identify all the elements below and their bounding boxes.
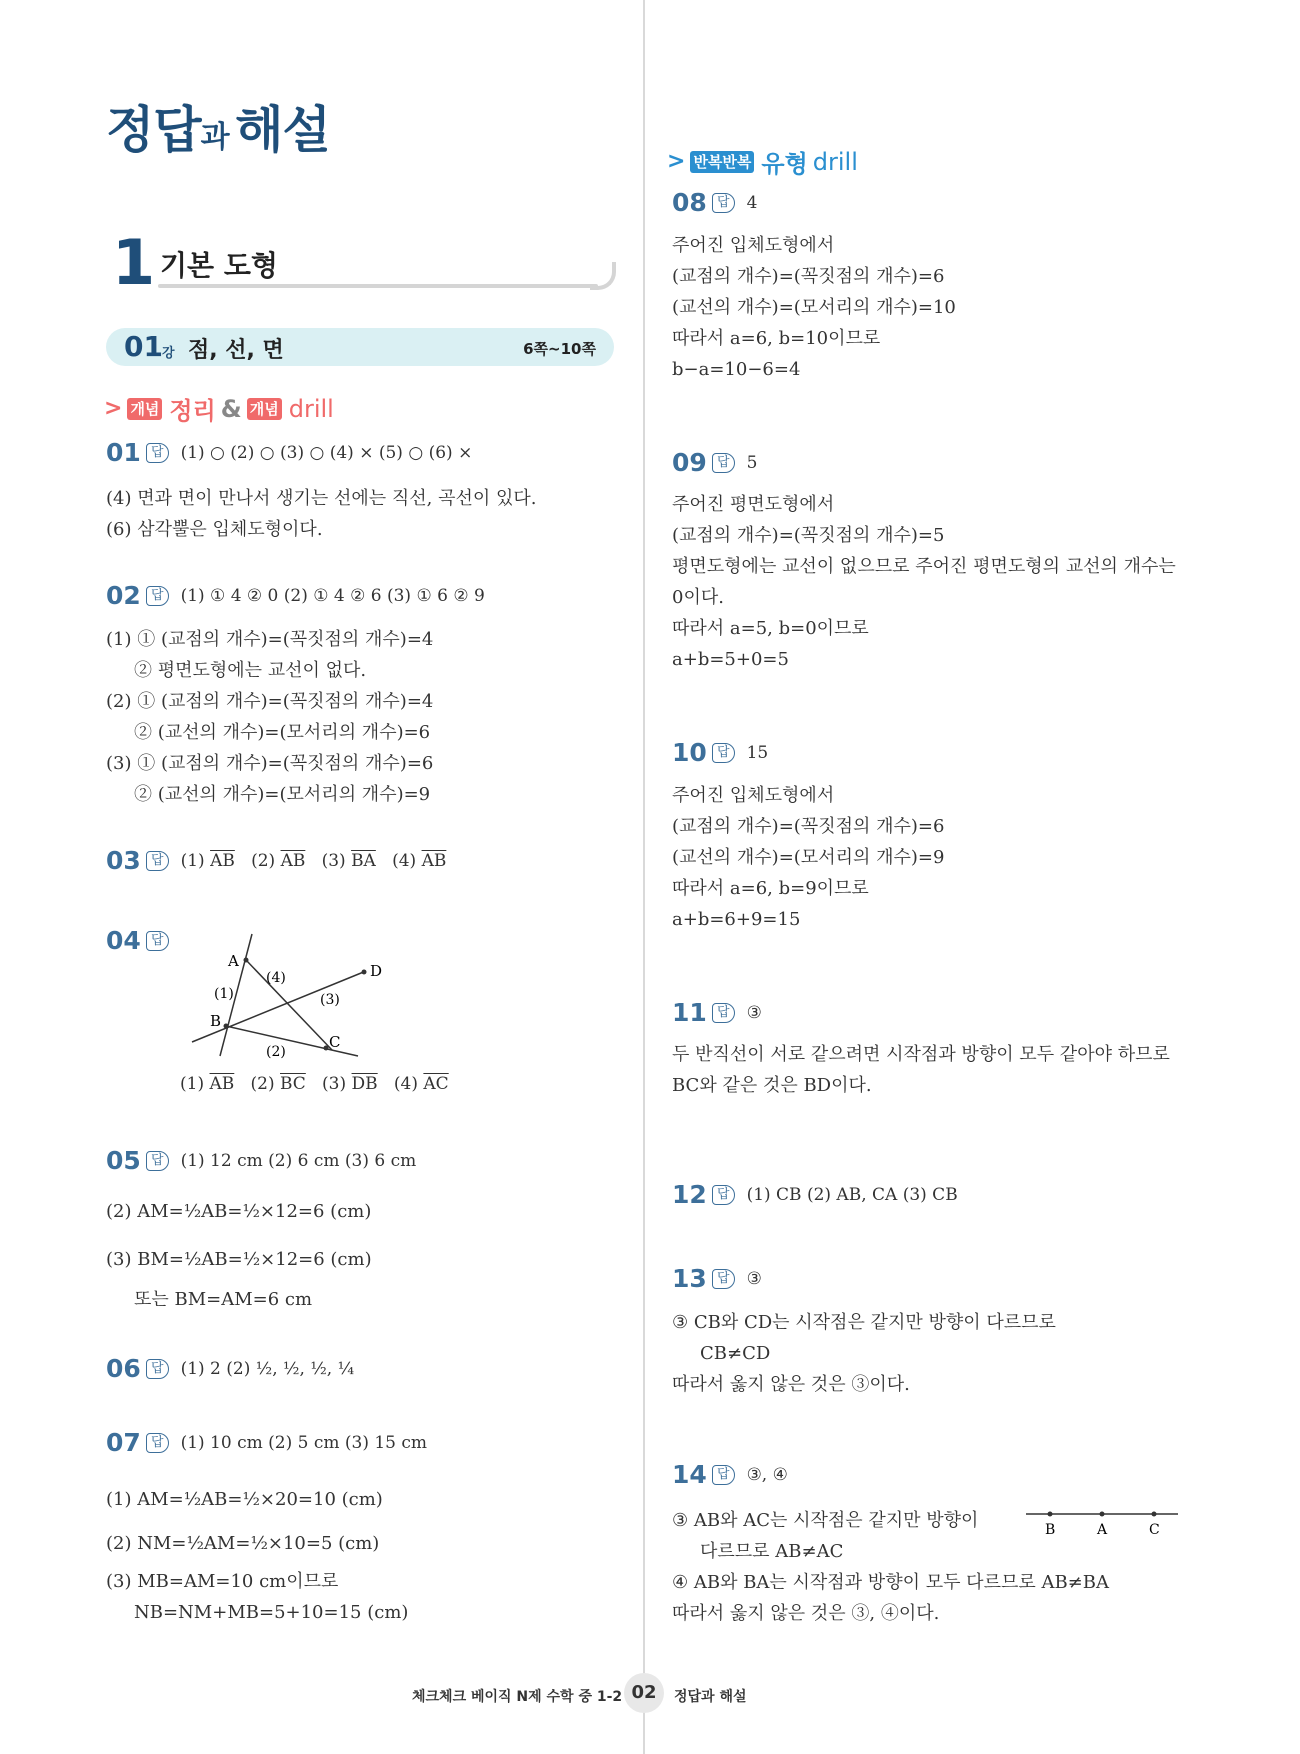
- answer-badge: 답: [146, 851, 169, 871]
- chapter-number: 1: [112, 226, 156, 299]
- line-figure-14: [1024, 1504, 1180, 1538]
- problem-10: [672, 738, 768, 767]
- solution-02: [106, 624, 433, 810]
- problem-number: 13: [672, 1264, 707, 1293]
- answer-label: (2): [251, 850, 276, 871]
- solution-line: NB=NM+MB=5+10=15 (cm): [134, 1602, 409, 1623]
- answer-badge: 답: [712, 1185, 735, 1205]
- problem-number: 06: [106, 1354, 141, 1383]
- solution-line: 따라서 a=6, b=10이므로: [672, 328, 881, 349]
- solution-line: ② (교선의 개수)=(모서리의 개수)=9: [134, 784, 431, 805]
- section-type-drill: [667, 144, 858, 179]
- label-r4: (4): [266, 970, 286, 986]
- answer-label: (4): [393, 1074, 418, 1094]
- solution-line: (2) NM=½AM=½×10=5 (cm): [106, 1533, 380, 1554]
- solution-line: b−a=10−6=4: [672, 359, 801, 380]
- answer-text: (1) ○ (2) ○ (3) ○ (4) × (5) ○ (6) ×: [180, 442, 473, 463]
- point-A: [244, 958, 249, 963]
- solution-line: (1) AM=½AB=½×20=10 (cm): [106, 1489, 383, 1510]
- point-A: [1100, 1512, 1105, 1517]
- answer-text: (1) CB (2) AB, CA (3) CB: [746, 1184, 958, 1205]
- answer-badge: 답: [712, 743, 735, 763]
- solution-line: (1) ① (교점의 개수)=(꼭짓점의 개수)=4: [106, 629, 434, 650]
- solution-13: [672, 1307, 1056, 1400]
- problem-number: 12: [672, 1180, 707, 1209]
- solution-line: (2) ① (교점의 개수)=(꼭짓점의 개수)=4: [106, 691, 434, 712]
- problem-number: 03: [106, 846, 141, 875]
- solution-line: ③ CB와 CD는 시작점은 같지만 방향이 다르므로: [672, 1312, 1056, 1333]
- section1-text1: 정리: [169, 397, 216, 425]
- solution-line: CB≠CD: [700, 1343, 771, 1364]
- answer-text: 4: [746, 192, 758, 213]
- answer-text: ③: [746, 1268, 762, 1289]
- solution-line: ③ AB와 AC는 시작점은 같지만 방향이: [672, 1510, 979, 1531]
- problem-number: 09: [672, 448, 707, 477]
- label-r3: (3): [320, 992, 340, 1008]
- solution-line: 다르므로 AB≠AC: [700, 1541, 844, 1562]
- answer-badge: 답: [712, 1465, 735, 1485]
- solution-line: BC와 같은 것은 BD이다.: [672, 1075, 872, 1096]
- problem-number: 05: [106, 1146, 141, 1175]
- problem-01: [106, 438, 472, 467]
- solution-line: (3) ① (교점의 개수)=(꼭짓점의 개수)=6: [106, 753, 434, 774]
- answer-text: (1) 10 cm (2) 5 cm (3) 15 cm: [180, 1432, 428, 1453]
- answer-text: (1) 2 (2) ½, ½, ½, ¼: [180, 1358, 355, 1379]
- problem-13: [672, 1264, 762, 1293]
- point-B: [1048, 1512, 1053, 1517]
- solution-08: [672, 230, 956, 385]
- solution-line: 0이다.: [672, 587, 724, 608]
- label-B: B: [1045, 1522, 1056, 1538]
- answer-badge: 답: [712, 1003, 735, 1023]
- solution-line: 따라서 a=5, b=0이므로: [672, 618, 869, 639]
- solution-line: 주어진 평면도형에서: [672, 494, 835, 515]
- label-r2: (2): [266, 1044, 286, 1060]
- problem-04: [106, 926, 181, 955]
- section-concept-drill: [104, 391, 334, 426]
- problem-06: [106, 1354, 354, 1383]
- page-number: 02: [624, 1673, 664, 1713]
- solution-line: ② (교선의 개수)=(모서리의 개수)=6: [134, 722, 431, 743]
- answer-badge: 답: [146, 1151, 169, 1171]
- section2-text2: drill: [812, 147, 858, 176]
- problem-number: 11: [672, 998, 707, 1027]
- title-main: 정답: [106, 101, 201, 159]
- solution-07b: [106, 1566, 408, 1628]
- solution-01: [106, 483, 536, 545]
- problem-number: 02: [106, 581, 141, 610]
- problem-14: [672, 1460, 788, 1489]
- solution-11: [672, 1039, 1170, 1101]
- label-A: A: [1097, 1522, 1108, 1538]
- solution-line: a+b=6+9=15: [672, 909, 801, 930]
- section2-text1: 유형: [761, 150, 808, 178]
- answer-label: (3): [322, 1074, 347, 1094]
- title-main2: 해설: [235, 101, 330, 159]
- problem-03: [106, 846, 446, 875]
- answer-value: $\overline{BA}$: [351, 850, 376, 871]
- document-title: [106, 90, 330, 162]
- answer-label: (3): [321, 850, 346, 871]
- solution-line: (교점의 개수)=(꼭짓점의 개수)=5: [672, 525, 945, 546]
- problem-09: [672, 448, 757, 477]
- label-C: C: [1149, 1522, 1160, 1538]
- problem-04-answers: [180, 1074, 449, 1094]
- section1-text2: drill: [288, 394, 334, 423]
- solution-07: [106, 1478, 383, 1566]
- problem-11: [672, 998, 762, 1027]
- point-C: [1152, 1512, 1157, 1517]
- repeat-badge: 반복반복: [690, 151, 754, 173]
- solution-05-line4: 또는 BM=AM=6 cm: [134, 1289, 313, 1310]
- answer-badge: 답: [146, 931, 169, 951]
- concept-badge: 개념: [127, 398, 162, 420]
- answer-text: 15: [746, 742, 769, 763]
- answer-text: 5: [746, 452, 758, 473]
- problem-07: [106, 1428, 427, 1457]
- lesson-title: 점, 선, 면: [188, 338, 284, 363]
- answer-label: (1): [180, 1074, 205, 1094]
- problem-05: [106, 1146, 416, 1175]
- chevron-right-icon: >: [667, 149, 686, 174]
- solution-line: (교점의 개수)=(꼭짓점의 개수)=6: [672, 816, 945, 837]
- solution-line: 따라서 옳지 않은 것은 ③, ④이다.: [672, 1603, 940, 1624]
- label-B: B: [210, 1012, 222, 1030]
- solution-05-line2: (2) AM=½AB=½×12=6 (cm): [106, 1201, 372, 1222]
- chapter-title: 기본 도형: [160, 249, 278, 282]
- chevron-right-icon: >: [104, 396, 123, 421]
- problem-08: [672, 188, 757, 217]
- solution-09: [672, 489, 1176, 675]
- point-D: [362, 970, 367, 975]
- lesson-kang: 강: [162, 346, 175, 361]
- solution-line: ④ AB와 BA는 시작점과 방향이 모두 다르므로 AB≠BA: [672, 1572, 1109, 1593]
- solution-05-line3: (3) BM=½AB=½×12=6 (cm): [106, 1249, 372, 1270]
- solution-line: a+b=5+0=5: [672, 649, 789, 670]
- solution-line: 주어진 입체도형에서: [672, 235, 835, 256]
- answer-badge: 답: [712, 453, 735, 473]
- answer-value: $\overline{AB}$: [421, 850, 447, 871]
- answer-label: (2): [250, 1074, 275, 1094]
- problem-number: 08: [672, 188, 707, 217]
- solution-line: 따라서 a=6, b=9이므로: [672, 878, 869, 899]
- answer-badge: 답: [712, 193, 735, 213]
- answer-value: $\overline{DB}$: [351, 1074, 378, 1094]
- label-A: A: [228, 952, 239, 970]
- answer-text: (1) 12 cm (2) 6 cm (3) 6 cm: [180, 1150, 417, 1171]
- footer-book-title: 체크체크 베이직 N제 수학 중 1-2: [412, 1689, 623, 1705]
- answer-badge: 답: [712, 1269, 735, 1289]
- answer-badge: 답: [146, 1433, 169, 1453]
- solution-line: (4) 면과 면이 만나서 생기는 선에는 직선, 곡선이 있다.: [106, 488, 537, 509]
- solution-line: 평면도형에는 교선이 없으므로 주어진 평면도형의 교선의 개수는: [672, 556, 1176, 577]
- solution-line: ② 평면도형에는 교선이 없다.: [134, 660, 367, 681]
- answer-text: [180, 1074, 449, 1094]
- page-divider: [643, 0, 645, 1754]
- title-conj: 과: [200, 120, 230, 155]
- label-C: C: [329, 1033, 341, 1051]
- problem-number: 04: [106, 926, 141, 955]
- answer-text: [181, 851, 447, 871]
- solution-line: (교선의 개수)=(모서리의 개수)=9: [672, 847, 945, 868]
- label-D: D: [370, 962, 383, 980]
- chapter-underline: [158, 284, 598, 288]
- solution-10: [672, 780, 944, 935]
- solution-line: 두 반직선이 서로 같으려면 시작점과 방향이 모두 같아야 하므로: [672, 1044, 1170, 1065]
- answer-text: ③: [746, 1002, 762, 1023]
- answer-badge: 답: [146, 586, 169, 606]
- problem-number: 01: [106, 438, 141, 467]
- chapter-underline-curve: [590, 262, 616, 290]
- answer-value: $\overline{BC}$: [280, 1074, 306, 1094]
- problem-02: [106, 581, 485, 610]
- solution-line: 주어진 입체도형에서: [672, 785, 835, 806]
- problem-12: [672, 1180, 958, 1209]
- lesson-bar: [106, 328, 614, 366]
- point-B: [224, 1024, 229, 1029]
- answer-label: (1): [180, 850, 205, 871]
- lesson-number: 01: [124, 330, 163, 363]
- answer-badge: 답: [146, 443, 169, 463]
- solution-line: (6) 삼각뿔은 입체도형이다.: [106, 519, 323, 540]
- answer-value: $\overline{AB}$: [209, 1074, 235, 1094]
- footer-section-title: 정답과 해설: [674, 1689, 747, 1705]
- chapter-header: [112, 226, 616, 299]
- problem-number: 10: [672, 738, 707, 767]
- answer-label: (4): [392, 850, 417, 871]
- answer-value: $\overline{AB}$: [210, 850, 235, 871]
- answer-value: $\overline{AC}$: [423, 1074, 449, 1094]
- concept-badge-2: 개념: [247, 398, 282, 420]
- geometry-figure-04: [186, 926, 386, 1062]
- answer-text: ③, ④: [746, 1464, 788, 1485]
- problem-number: 07: [106, 1428, 141, 1457]
- point-C: [324, 1046, 329, 1051]
- answer-badge: 답: [146, 1359, 169, 1379]
- solution-line: 따라서 옳지 않은 것은 ③이다.: [672, 1374, 910, 1395]
- section1-amp: &: [220, 394, 242, 423]
- solution-line: (교점의 개수)=(꼭짓점의 개수)=6: [672, 266, 945, 287]
- solution-line: (교선의 개수)=(모서리의 개수)=10: [672, 297, 956, 318]
- answer-text: (1) ① 4 ② 0 (2) ① 4 ② 6 (3) ① 6 ② 9: [180, 585, 485, 606]
- lesson-pages: 6쪽~10쪽: [523, 340, 596, 358]
- solution-line: (3) MB=AM=10 cm이므로: [106, 1571, 339, 1592]
- label-r1: (1): [214, 986, 234, 1002]
- problem-number: 14: [672, 1460, 707, 1489]
- answer-value: $\overline{AB}$: [280, 850, 306, 871]
